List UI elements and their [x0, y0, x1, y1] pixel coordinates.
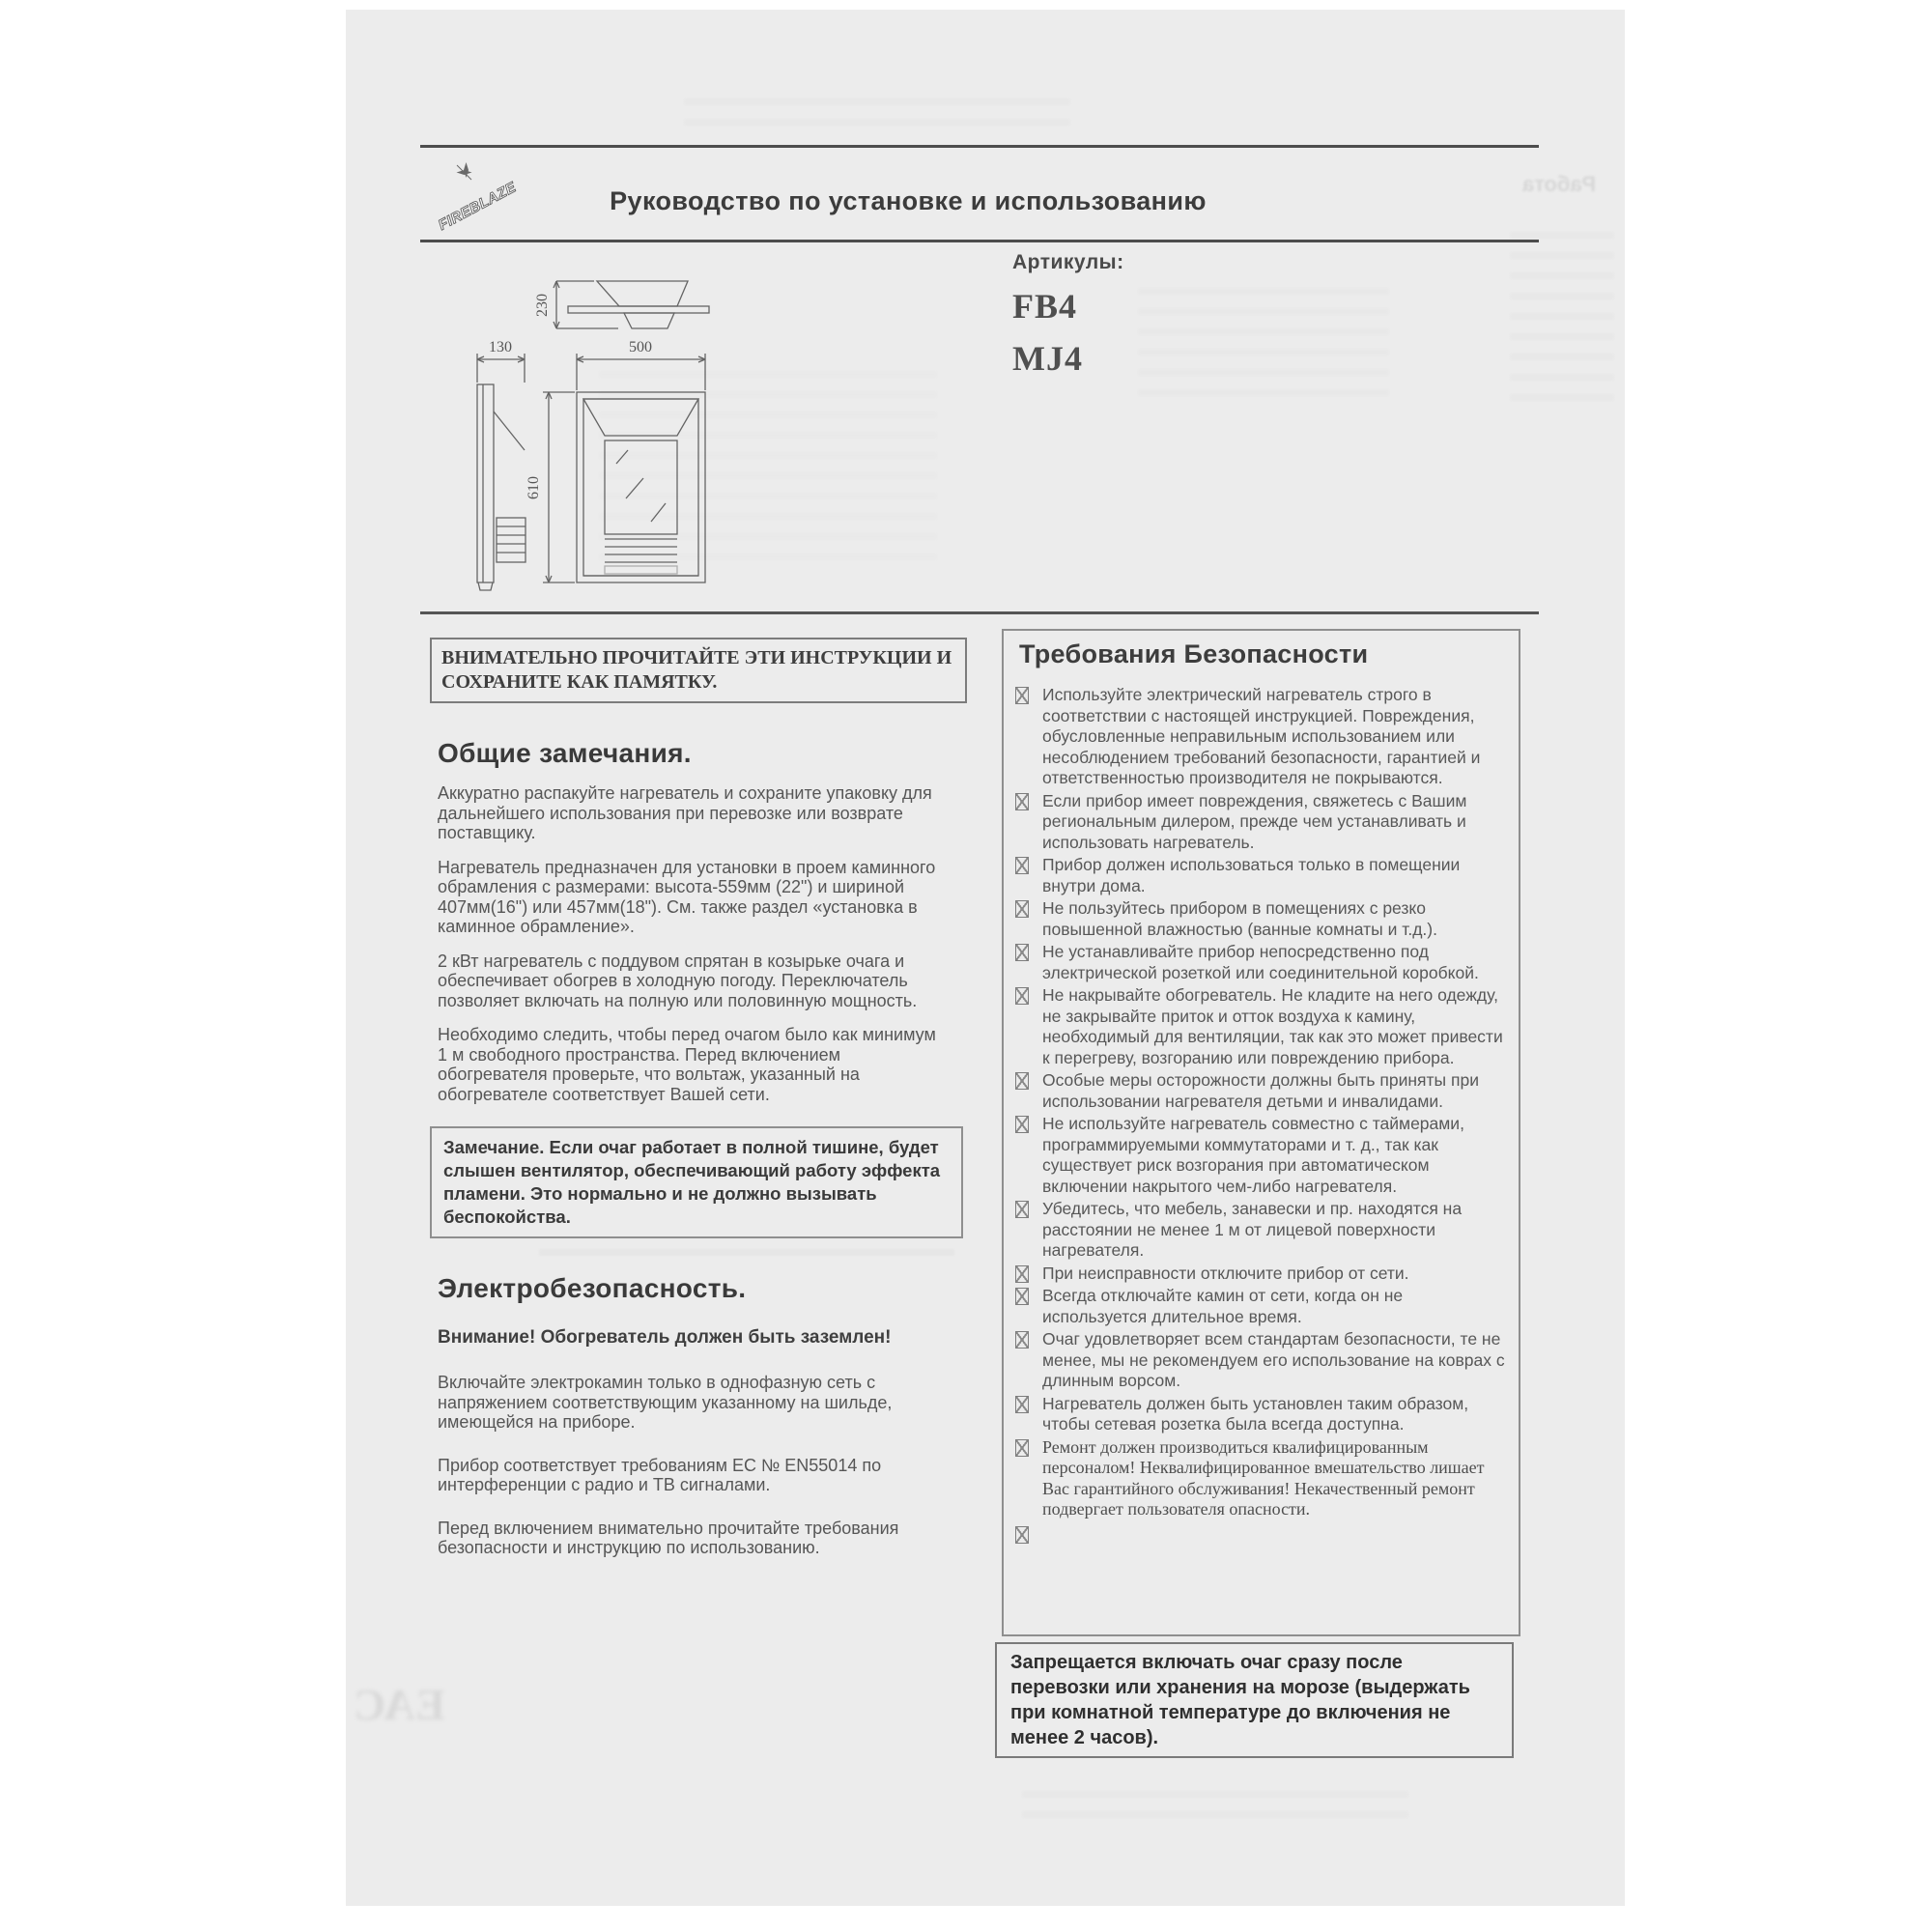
articles-block [1012, 251, 1124, 379]
svg-text:230: 230 [534, 294, 551, 317]
bleed-through-artifact [1510, 227, 1614, 401]
svg-text:500: 500 [629, 339, 652, 355]
checkbox-icon [1015, 1116, 1029, 1133]
safety-item-text: Ремонт должен производиться квалифицированным персоналом! Неквалифицированное вмешательство лишает Вас гарантийного обслуживания! Некачественный ремонт подвергает пользователя опасности. [1042, 1436, 1485, 1519]
electrical-paragraphs [430, 1373, 967, 1558]
safety-item [1015, 1199, 1507, 1262]
header-rule-bottom [420, 240, 1539, 242]
safety-item-text: Всегда отключайте камин от сети, когда он не используется длительное время. [1042, 1286, 1404, 1326]
safety-item-text: Убедитесь, что мебель, занавески и пр. находятся на расстоянии не менее 1 м от лицевой поверхности нагревателя. [1042, 1199, 1463, 1260]
checkbox-icon [1015, 793, 1029, 810]
paragraph: 2 кВт нагреватель с поддувом спрятан в козырьке очага и обеспечивает обогрев в холодную погоду. Переключатель позволяет включать на полную или половинную мощность. [438, 951, 918, 1010]
grounding-warning: Внимание! Обогреватель должен быть заземлен! [438, 1327, 892, 1348]
safety-item [1015, 791, 1507, 854]
checkbox-icon [1015, 1439, 1029, 1457]
dimension-130 [477, 339, 525, 383]
bleed-through-artifact [684, 87, 1070, 126]
scanned-manual-page [346, 10, 1625, 1906]
safety-requirements-heading: Требования Безопасности [1019, 639, 1369, 668]
safety-item [1015, 1394, 1507, 1435]
general-remarks-heading: Общие замечания. [438, 738, 692, 768]
dimension-610 [526, 392, 575, 582]
checkbox-icon [1015, 944, 1029, 961]
safety-item-text: Особые меры осторожности должны быть приняты при использовании нагревателя детьми и инвалидами. [1042, 1070, 1479, 1111]
checkbox-icon [1015, 900, 1029, 918]
safety-item-text: При неисправности отключите прибор от сети. [1042, 1263, 1409, 1283]
safety-item [1015, 942, 1507, 983]
safety-item [1015, 985, 1507, 1068]
safety-item-text: Не накрывайте обогреватель. Не кладите на него одежду, не закрывайте приток и отток воздуха к камину, необходимый для вентиляции, так как это может привести к перегреву, возгоранию или повреждению прибора. [1042, 985, 1503, 1067]
safety-item [1015, 685, 1507, 789]
eac-mark-ghost: ЕАС [354, 1680, 445, 1729]
side-view [477, 384, 526, 590]
safety-item-text: Не устанавливайте прибор непосредственно под электрической розеткой или соединительной коробкой. [1042, 942, 1479, 982]
safety-item [1015, 1070, 1507, 1112]
safety-item-text: Нагреватель должен быть установлен таким образом, чтобы сетевая розетка была всегда доступна. [1042, 1393, 1469, 1434]
svg-text:130: 130 [489, 339, 512, 355]
checkbox-icon [1015, 1265, 1029, 1283]
left-column [430, 638, 967, 1558]
safety-item [1015, 1437, 1507, 1520]
note-box: Замечание. Если очаг работает в полной тишине, будет слышен вентилятор, обеспечивающий работу эффекта пламени. Это нормально и не должно вызывать беспокойства. [430, 1126, 963, 1238]
sparkle-icon [457, 162, 472, 178]
article-code-mj4: MJ4 [1012, 339, 1083, 378]
paragraph: Нагреватель предназначен для установки в проем каминного обрамления с размерами: высота-559мм (22") и шириной 407мм(16") или 457мм(18"). См. также раздел «установка в каминное обрамление». [438, 857, 936, 936]
checkbox-icon [1015, 1331, 1029, 1349]
svg-text:FIREBLAZE: FIREBLAZE [435, 179, 520, 234]
checkbox-icon [1015, 687, 1029, 704]
section-separator-rule [420, 611, 1539, 614]
safety-item-text: Очаг удовлетворяет всем стандартам безопасности, те не менее, мы не рекомендуем его использование на коврах с длинным ворсом. [1042, 1329, 1505, 1390]
page-title: Руководство по установке и использованию [610, 186, 1207, 215]
checkbox-icon [1015, 987, 1029, 1005]
paragraph: Перед включением внимательно прочитайте требования безопасности и инструкцию по использованию. [438, 1518, 899, 1557]
paragraph: Прибор соответствует требованиям ЕС № EN55014 по интерференции с радио и ТВ сигналами. [438, 1455, 882, 1494]
safety-item-text: Не используйте нагреватель совместно с таймерами, программируемыми коммутаторами и т. д., так как существует риск возгорания при автоматическом включении накрытого чем-либо нагревателя. [1042, 1114, 1464, 1196]
checkbox-icon [1015, 857, 1029, 874]
front-view [577, 392, 705, 582]
read-instructions-notice: ВНИМАТЕЛЬНО ПРОЧИТАЙТЕ ЭТИ ИНСТРУКЦИИ И СОХРАНИТЕ КАК ПАМЯТКУ. [430, 638, 967, 703]
header-rule-top [420, 145, 1539, 148]
dimension-230 [534, 281, 618, 328]
checkbox-icon [1015, 1072, 1029, 1090]
checkbox-icon [1015, 1201, 1029, 1218]
frost-warning-box: Запрещается включать очаг сразу после перевозки или хранения на морозе (выдержать при комнатной температуре до включения не менее 2 часов). [995, 1642, 1514, 1758]
top-view [568, 281, 709, 328]
bleed-through-heading-ghost: Работа [1522, 172, 1597, 196]
paragraph: Необходимо следить, чтобы перед очагом было как минимум 1 м свободного пространства. Перед включением обогревателя проверьте, что вольтаж, указанный на обогревателе соответствует Вашей сети. [438, 1025, 936, 1104]
svg-text:610: 610 [526, 476, 542, 499]
bleed-through-artifact [1022, 1787, 1408, 1818]
bleed-through-artifact [1138, 280, 1389, 396]
safety-item-text: Если прибор имеет повреждения, свяжетесь с Вашим региональным дилером, прежде чем устанавливать и использовать нагреватель. [1042, 790, 1467, 852]
safety-item [1015, 1286, 1507, 1327]
checkbox-icon [1015, 1288, 1029, 1305]
safety-requirements-box [1002, 629, 1520, 1636]
checkbox-icon [1015, 1396, 1029, 1413]
general-paragraphs [430, 783, 967, 1104]
articles-label: Артикулы: [1012, 251, 1124, 273]
technical-drawing [454, 270, 744, 628]
electrical-safety-heading: Электробезопасность. [438, 1273, 747, 1303]
checkbox-icon [1015, 1526, 1029, 1544]
dimension-500 [577, 339, 705, 390]
safety-items-list [1015, 685, 1507, 1548]
paragraph: Включайте электрокамин только в однофазную сеть с напряжением соответствующим указанному на шильде, имеющейся на приборе. [438, 1373, 893, 1432]
safety-item [1015, 1264, 1507, 1285]
safety-item [1015, 855, 1507, 896]
safety-item-text: Используйте электрический нагреватель строго в соответствии с настоящей инструкцией. Повреждения, обусловленные неправильным использованием или несоблюдением требований безопасности, гарантией и ответственностью производителя не покрываются. [1042, 685, 1481, 787]
safety-item-text: Не пользуйтесь прибором в помещениях с резко повышенной влажностью (ванные комнаты и т.д.). [1042, 898, 1437, 939]
article-code-fb4: FB4 [1012, 287, 1078, 326]
safety-item [1015, 1114, 1507, 1197]
safety-item [1015, 898, 1507, 940]
safety-item [1015, 1329, 1507, 1392]
paragraph: Аккуратно распакуйте нагреватель и сохраните упаковку для дальнейшего использования при перевозке или возврате поставщику. [438, 783, 932, 842]
safety-item-text: Прибор должен использоваться только в помещении внутри дома. [1042, 855, 1461, 895]
